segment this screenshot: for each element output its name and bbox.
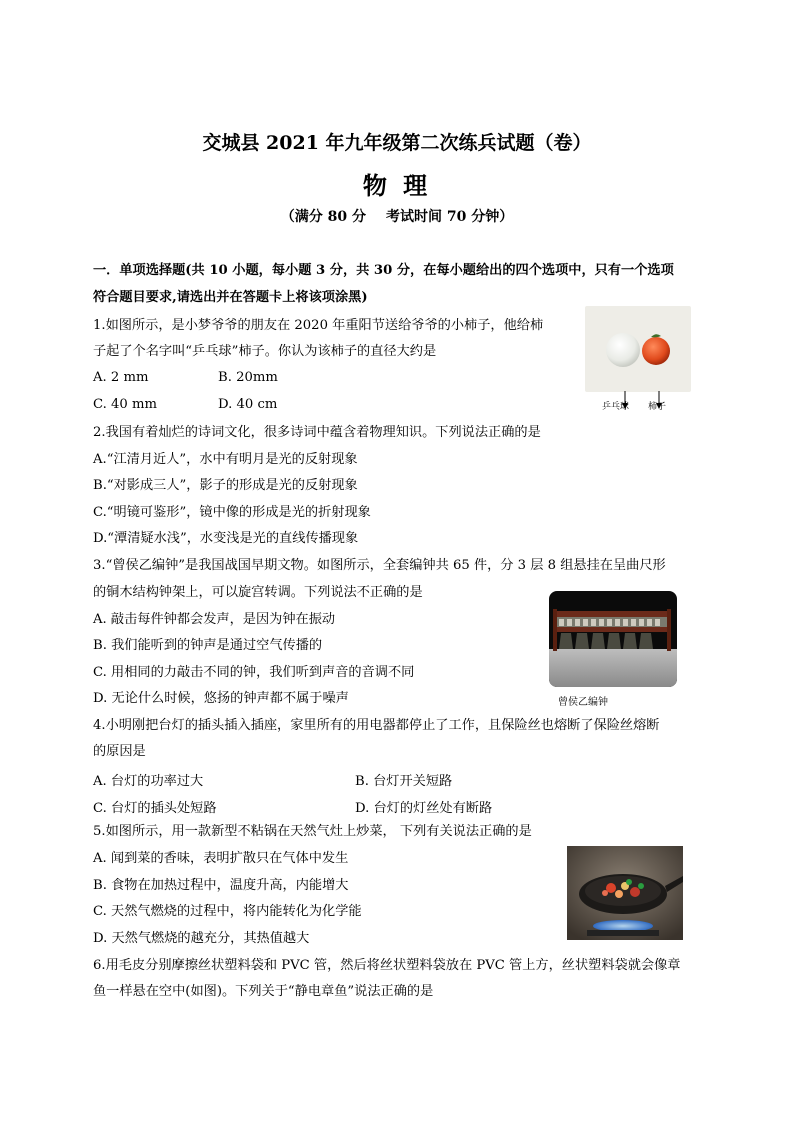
q3-stem-line2: 的铜木结构钟架上，可以旋宫转调。下列说法不正确的是	[93, 585, 423, 600]
q4-option-d: D. 台灯的灯丝处有断路	[355, 801, 493, 816]
q1-stem-line2: 子起了个名字叫“乒乓球”柿子。你认为该柿子的直径大约是	[93, 344, 437, 359]
q6-stem-line2: 鱼一样悬在空中(如图)。下列关于“静电章鱼”说法正确的是	[93, 984, 434, 999]
q3-option-d: D. 无论什么时候，悠扬的钟声都不属于噪声	[93, 691, 349, 706]
q4-option-a: A. 台灯的功率过大	[93, 774, 204, 789]
q3-caption: 曾侯乙编钟	[558, 697, 608, 708]
persimmon-icon	[642, 337, 670, 365]
q4-stem-line1: 4.小明刚把台灯的插头插入插座，家里所有的用电器都停止了工作，且保险丝也熔断了保险丝熔断	[93, 718, 660, 733]
q4-stem-line2: 的原因是	[93, 744, 146, 759]
q5-wok-photo	[567, 846, 683, 940]
q3-option-c: C. 用相同的力敲击不同的钟，我们听到声音的音调不同	[93, 665, 415, 680]
q1-label-persimmon: 柿子	[648, 402, 667, 412]
q5-option-c: C. 天然气燃烧的过程中，将内能转化为化学能	[93, 904, 362, 919]
q1-option-c: C. 40 mm	[93, 397, 157, 412]
ping-pong-ball-icon	[606, 333, 640, 367]
q1-option-b: B. 20mm	[218, 370, 278, 385]
q5-option-d: D. 天然气燃烧的越充分，其热值越大	[93, 931, 310, 946]
q2-stem: 2.我国有着灿烂的诗词文化，很多诗词中蕴含着物理知识。下列说法正确的是	[93, 425, 541, 440]
q2-option-c: C.“明镜可鉴形”，镜中像的形成是光的折射现象	[93, 505, 371, 520]
q4-option-c: C. 台灯的插头处短路	[93, 801, 217, 816]
q2-option-d: D.“潭清疑水浅”，水变浅是光的直线传播现象	[93, 531, 359, 546]
section-heading-line2: 符合题目要求,请选出并在答题卡上将该项涂黑)	[93, 290, 368, 305]
time-info: 考试时间 70 分钟）	[386, 209, 514, 225]
q5-option-a: A. 闻到菜的香味，表明扩散只在气体中发生	[93, 851, 349, 866]
subject-title: 物 理	[362, 171, 432, 200]
q1-persimmon-photo	[585, 306, 691, 392]
q3-stem-line1: 3.“曾侯乙编钟”是我国战国早期文物。如图所示，全套编钟共 65 件，分 3 层 8 组悬挂在呈曲尺形	[93, 558, 666, 573]
q2-option-b: B.“对影成三人”，影子的形成是光的反射现象	[93, 478, 358, 493]
q6-stem-line1: 6.用毛皮分别摩擦丝状塑料袋和 PVC 管，然后将丝状塑料袋放在 PVC 管上方，丝状塑料袋就会像章	[93, 958, 681, 973]
exam-title: 交城县 2021 年九年级第二次练兵试题（卷）	[202, 132, 592, 154]
q5-option-b: B. 食物在加热过程中，温度升高，内能增大	[93, 878, 349, 893]
score-info: （满分 80 分	[280, 209, 366, 225]
q1-option-a: A. 2 mm	[93, 370, 149, 385]
q4-option-b: B. 台灯开关短路	[355, 774, 453, 789]
q1-stem-line1: 1.如图所示，是小梦爷爷的朋友在 2020 年重阳节送给爷爷的小柿子，他给柿	[93, 318, 544, 333]
exam-meta	[0, 206, 794, 226]
q1-label-ball: 乒乓球	[602, 402, 630, 412]
q2-option-a: A.“江清月近人”，水中有明月是光的反射现象	[93, 452, 358, 467]
q3-option-b: B. 我们能听到的钟声是通过空气传播的	[93, 638, 323, 653]
q5-stem: 5.如图所示，用一款新型不粘锅在天然气灶上炒菜， 下列有关说法正确的是	[93, 824, 532, 839]
q3-bells-photo	[549, 591, 677, 687]
q1-option-d: D. 40 cm	[218, 397, 278, 412]
q3-option-a: A. 敲击每件钟都会发声，是因为钟在振动	[93, 612, 336, 627]
section-heading-line1: 一．单项选择题(共 10 小题，每小题 3 分，共 30 分，在每小题给出的四个选项中，只有一个选项	[93, 263, 674, 278]
